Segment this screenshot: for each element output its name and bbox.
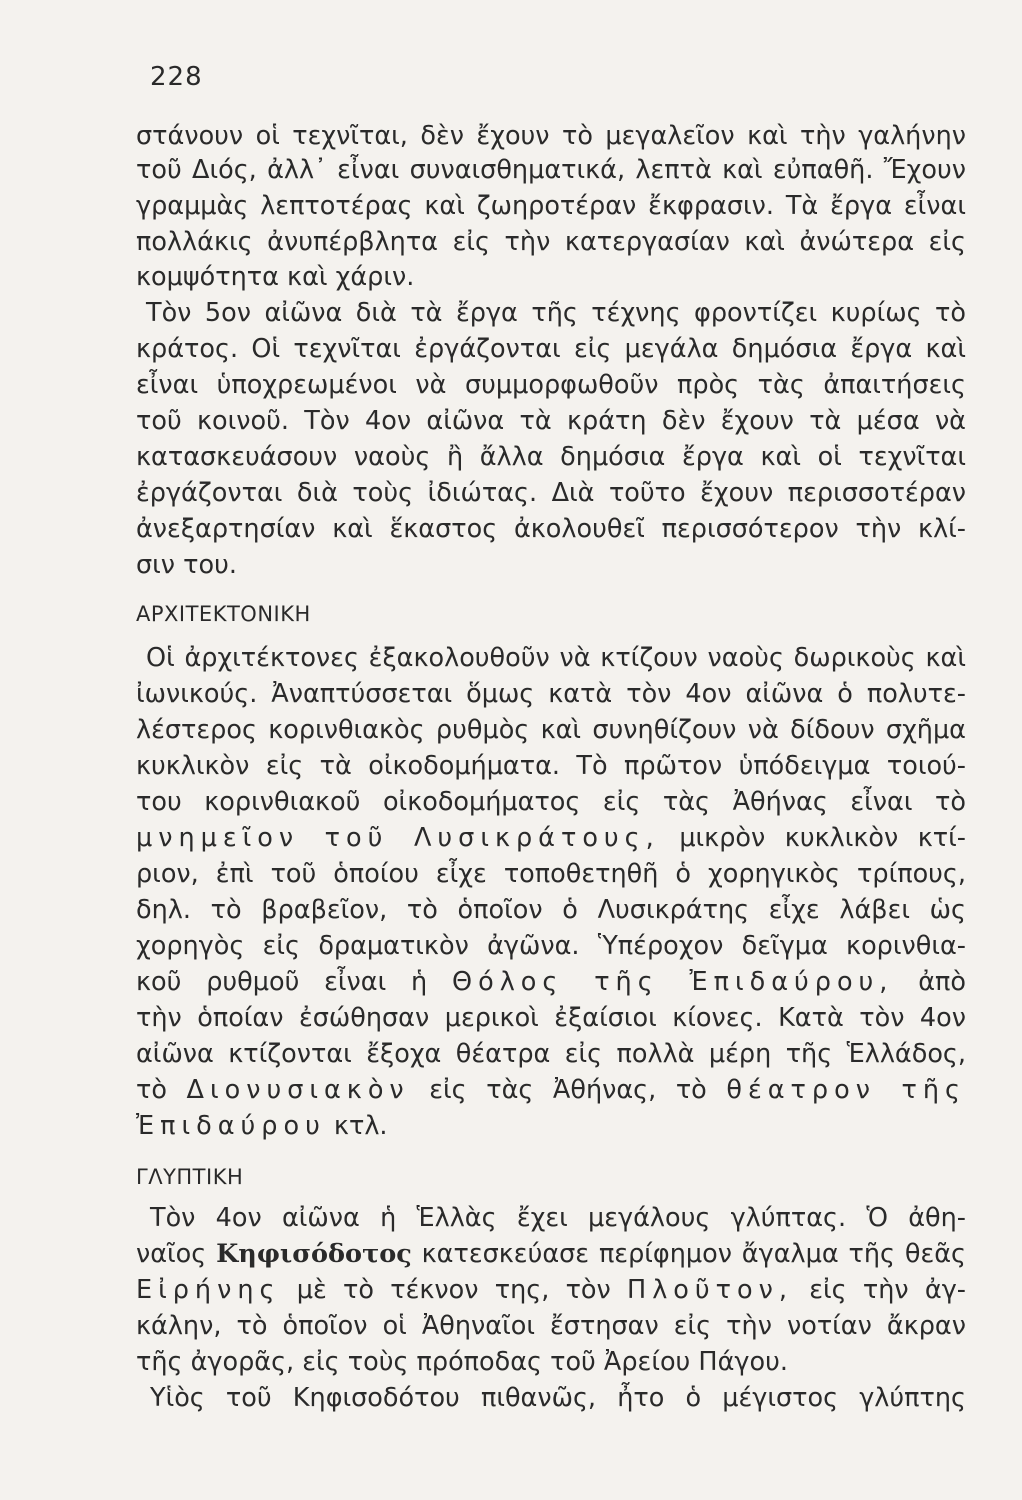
spaced-term-ploutos: Πλοῦτον, bbox=[627, 1275, 793, 1305]
text-line: γραμμὰς λεπτοτέρας καὶ ζωηροτέραν ἔκφρασιν. Τὰ ἔργα εἶναι bbox=[136, 191, 966, 221]
spaced-term-lysicrates-monument: μνημεῖον τοῦ Λυσικράτους, bbox=[136, 823, 660, 853]
text-line: ἀνεξαρτησίαν καὶ ἕκαστος ἀκολουθεῖ περισσότερον τὴν κλί- bbox=[136, 514, 966, 544]
spaced-term-tholos: Θόλος τῆς Ἐπιδαύρου, bbox=[452, 967, 894, 997]
text-line: μνημεῖον τοῦ Λυσικράτους, μικρὸν κυκλικὸν κτί- bbox=[136, 823, 966, 853]
page-number: 228 bbox=[150, 62, 203, 92]
text-line: Εἰρήνης μὲ τὸ τέκνον της, τὸν Πλοῦτον, εἰς τὴν ἀγ- bbox=[136, 1275, 966, 1305]
text-line: Τὸν 5ον αἰῶνα διὰ τὰ ἔργα τῆς τέχνης φροντίζει κυρίως τὸ bbox=[146, 298, 966, 328]
text-line: τὴν ὁποίαν ἐσώθησαν μερικοὶ ἐξαίσιοι κίονες. Κατὰ τὸν 4ον bbox=[136, 1003, 966, 1033]
text-line: πολλάκις ἀνυπέρβλητα εἰς τὴν κατεργασίαν καὶ ἀνώτερα εἰς bbox=[136, 227, 966, 257]
text-line: ἰωνικούς. Ἀναπτύσσεται ὅμως κατὰ τὸν 4ον αἰῶνα ὁ πολυτε- bbox=[136, 679, 966, 709]
text-line: λέστερος κορινθιακὸς ρυθμὸς καὶ συνηθίζουν νὰ δίδουν σχῆμα bbox=[136, 715, 966, 745]
text-line: Υἱὸς τοῦ Κηφισοδότου πιθανῶς, ἦτο ὁ μέγιστος γλύπτης bbox=[150, 1383, 966, 1413]
text-line: ναῖος Κηφισόδοτος κατεσκεύασε περίφημον ἄγαλμα τῆς θεᾶς bbox=[136, 1239, 967, 1269]
spaced-term-epidaurus: Ἐπιδαύρου bbox=[136, 1111, 326, 1141]
text-line: αἰῶνα κτίζονται ἔξοχα θέατρα εἰς πολλὰ μέρη τῆς Ἑλλάδος, bbox=[136, 1039, 966, 1069]
text-line: εἶναι ὑποχρεωμένοι νὰ συμμορφωθοῦν πρὸς τὰς ἀπαιτήσεις bbox=[136, 370, 966, 400]
text-line: σιν του. bbox=[136, 550, 237, 580]
bold-name-kephisodotos: Κηφισόδοτος bbox=[216, 1239, 412, 1269]
section-heading-sculpture: ΓΛΥΠΤΙΚΗ bbox=[136, 1165, 244, 1189]
text-line: Ἐπιδαύρου κτλ. bbox=[136, 1111, 388, 1141]
text-line: δηλ. τὸ βραβεῖον, τὸ ὁποῖον ὁ Λυσικράτης εἶχε λάβει ὡς bbox=[136, 895, 966, 925]
text-line: στάνουν οἱ τεχνῖται, δὲν ἔχουν τὸ μεγαλεῖον καὶ τὴν γαλήνην bbox=[136, 121, 966, 151]
text-line: κατασκευάσουν ναοὺς ἢ ἄλλα δημόσια ἔργα καὶ οἱ τεχνῖται bbox=[136, 442, 966, 472]
text-line: του κορινθιακοῦ οἰκοδομήματος εἰς τὰς Ἀθήνας εἶναι τὸ bbox=[136, 787, 966, 817]
text-line: Τὸν 4ον αἰῶνα ἡ Ἑλλὰς ἔχει μεγάλους γλύπτας. Ὁ ἀθη- bbox=[150, 1203, 966, 1233]
section-heading-architecture: ΑΡΧΙΤΕΚΤΟΝΙΚΗ bbox=[136, 602, 311, 626]
text-line: Οἱ ἀρχιτέκτονες ἐξακολουθοῦν νὰ κτίζουν ναοὺς δωρικοὺς καὶ bbox=[146, 643, 966, 673]
text-line: κοῦ ρυθμοῦ εἶναι ἡ Θόλος τῆς Ἐπιδαύρου, ἀπὸ bbox=[136, 967, 967, 997]
text-line: κυκλικὸν εἰς τὰ οἰκοδομήματα. Τὸ πρῶτον ὑπόδειγμα τοιού- bbox=[136, 751, 966, 781]
text-line: τοῦ κοινοῦ. Τὸν 4ον αἰῶνα τὰ κράτη δὲν ἔχουν τὰ μέσα νὰ bbox=[136, 406, 966, 436]
text-line: τῆς ἀγορᾶς, εἰς τοὺς πρόποδας τοῦ Ἀρείου Πάγου. bbox=[136, 1347, 788, 1377]
text-line: ἐργάζονται διὰ τοὺς ἰδιώτας. Διὰ τοῦτο ἔχουν περισσοτέραν bbox=[136, 478, 966, 508]
text-line: κράτος. Οἱ τεχνῖται ἐργάζονται εἰς μεγάλα δημόσια ἔργα καὶ bbox=[136, 334, 966, 364]
text-line: κάλην, τὸ ὁποῖον οἱ Ἀθηναῖοι ἔστησαν εἰς τὴν νοτίαν ἄκραν bbox=[136, 1311, 966, 1341]
text-line: τὸ Διονυσιακὸν εἰς τὰς Ἀθήνας, τὸ θέατρον τῆς bbox=[136, 1075, 966, 1105]
spaced-term-eirene: Εἰρήνης bbox=[136, 1275, 281, 1305]
text-line: τοῦ Διός, ἀλλ᾽ εἶναι συναισθηματικά, λεπτὰ καὶ εὐπαθῆ. Ἔχουν bbox=[136, 155, 966, 185]
spaced-term-theatre: θέατρον τῆς bbox=[726, 1075, 966, 1105]
text-line: ριον, ἐπὶ τοῦ ὁποίου εἶχε τοποθετηθῆ ὁ χορηγικὸς τρίπους, bbox=[136, 859, 966, 889]
text-line: χορηγὸς εἰς δραματικὸν ἀγῶνα. Ὑπέροχον δεῖγμα κορινθια- bbox=[136, 931, 966, 961]
text-line: κομψότητα καὶ χάριν. bbox=[136, 262, 415, 292]
spaced-term-dionysiac: Διονυσιακὸν bbox=[186, 1075, 410, 1105]
